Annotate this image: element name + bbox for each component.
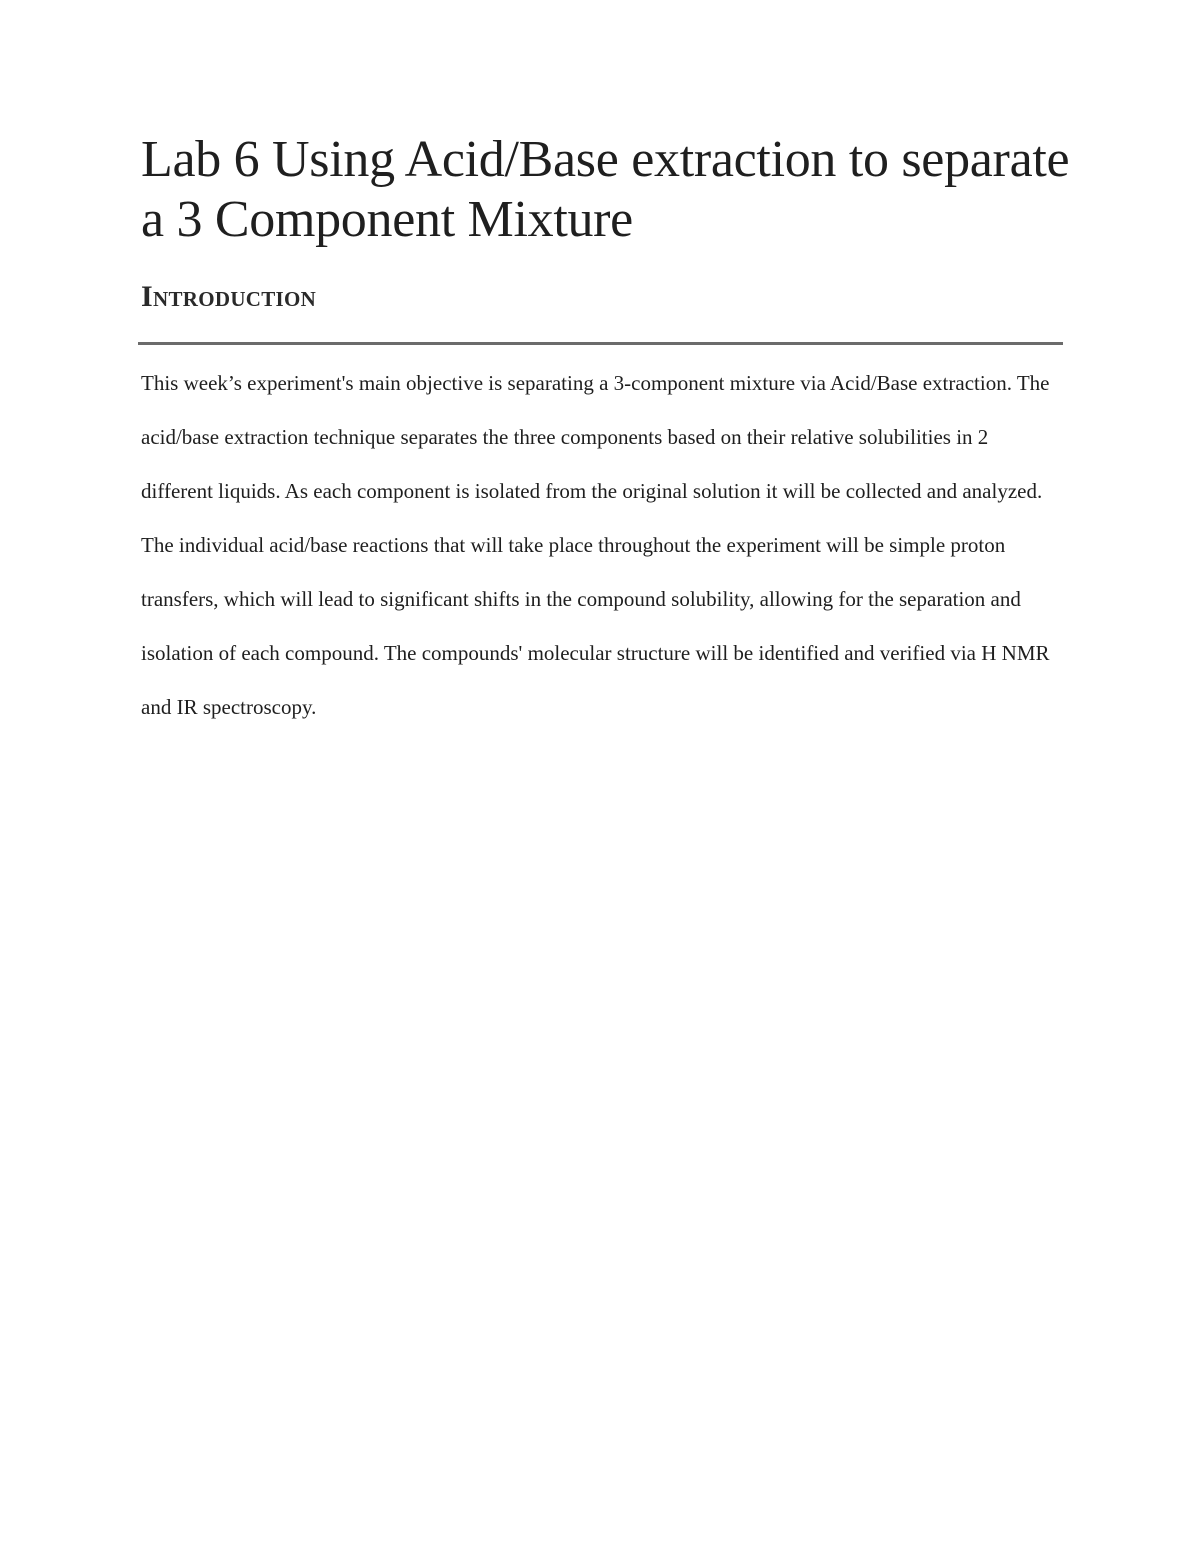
section-divider xyxy=(138,342,1063,345)
introduction-paragraph: This week’s experiment's main objective is separating a 3-component mixture via Acid/Base extraction. The acid/base extraction technique separates the three components based on their relative solubilities in 2 different liquids. As each component is isolated from the original solution it will be collected and analyzed. The individual acid/base reactions that will take place throughout the experiment will be simple proton transfers, which will lead to significant shifts in the compound solubility, allowing for the separation and isolation of each compound. The compounds' molecular structure will be identified and verified via H NMR and IR spectroscopy. xyxy=(141,371,1050,719)
section-heading-introduction: Introduction xyxy=(141,280,317,313)
document-title: Lab 6 Using Acid/Base extraction to separate a 3 Component Mixture xyxy=(141,131,1070,248)
